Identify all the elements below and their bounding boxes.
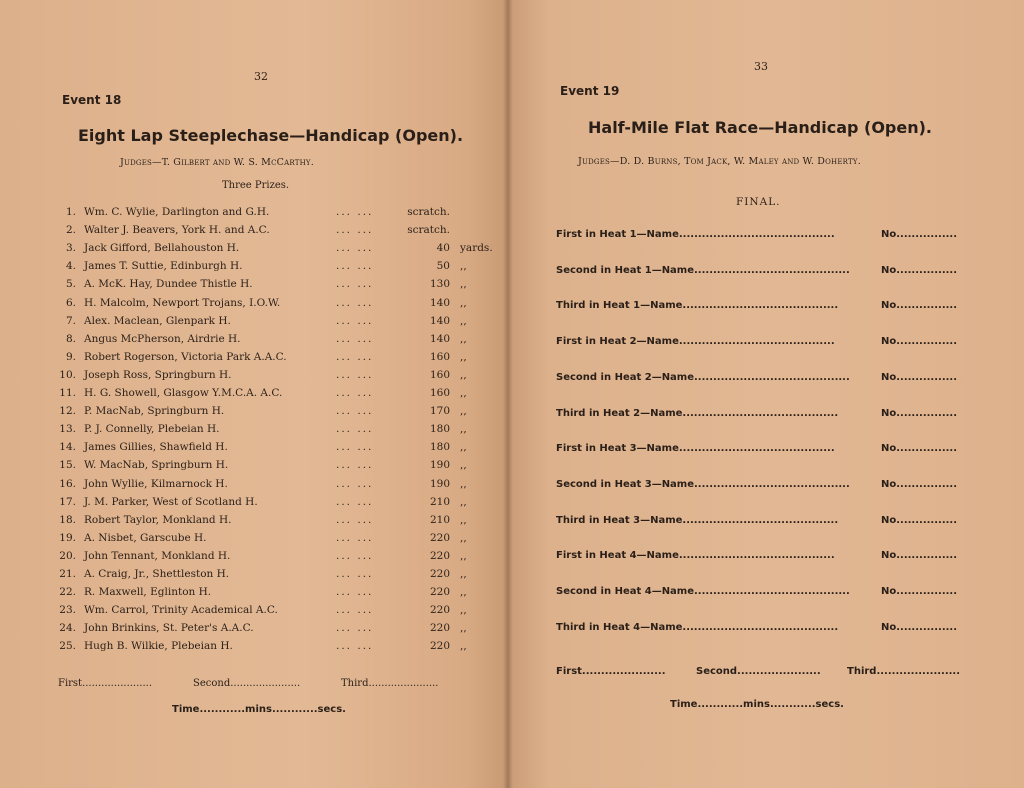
leader-dots: ... ... [336, 568, 374, 580]
heat-name-line: Third in Heat 1—Name......................................... [556, 300, 839, 312]
heat-name-line: Second in Heat 3—Name......................................... [556, 478, 850, 490]
entry-row [56, 333, 466, 351]
entry-handicap: 220 [429, 640, 450, 653]
entry-unit: ,, [460, 332, 467, 345]
entry-name: John Tennant, Monkland H. [84, 549, 231, 562]
entry-name: Wm. Carrol, Trinity Academical A.C. [84, 604, 278, 617]
heat-number-line: No................ [881, 407, 958, 419]
entry-name: Robert Rogerson, Victoria Park A.A.C. [84, 350, 287, 363]
entry-handicap: 220 [429, 549, 450, 562]
heat-name-line: Second in Heat 1—Name......................................... [556, 264, 850, 276]
entry-name: A. McK. Hay, Dundee Thistle H. [84, 278, 253, 291]
entry-name: John Brinkins, St. Peter's A.A.C. [84, 622, 254, 635]
leader-dots: ... ... [336, 604, 374, 617]
right-third-line: Third...................... [847, 666, 961, 677]
leader-dots: ... ... [336, 531, 374, 544]
entry-name: Joseph Ross, Springburn H. [84, 368, 232, 381]
right-first-line: First...................... [556, 666, 666, 677]
entry-number: 7. [65, 314, 76, 327]
heat-name-line: Second in Heat 2—Name......................................... [556, 371, 850, 383]
left-time-line: Time............mins............secs. [172, 704, 346, 715]
entry-name: P. J. Connelly, Plebeian H. [84, 423, 220, 436]
heat-row [556, 515, 966, 533]
heat-row [556, 443, 966, 461]
entry-unit: ,, [460, 513, 467, 526]
heat-number-line: No................ [881, 586, 958, 597]
entry-row [56, 278, 466, 296]
entry-unit: ,, [460, 314, 467, 327]
entry-handicap: 180 [429, 441, 450, 454]
right-time-line: Time............mins............secs. [670, 699, 844, 710]
leader-dots: ... ... [336, 441, 374, 454]
entry-unit: ,, [460, 622, 467, 635]
entry-unit: ,, [460, 423, 467, 436]
entry-row [56, 405, 466, 423]
entry-number: 14. [59, 441, 76, 454]
entry-unit: ,, [460, 296, 467, 309]
entry-unit: ,, [460, 459, 467, 472]
entry-number: 18. [59, 513, 76, 526]
entry-number: 15. [59, 459, 76, 472]
right-judges: Judges—D. D. Burns, Tom Jack, W. Maley and W. Doherty. [578, 156, 861, 167]
entry-name: John Wyllie, Kilmarnock H. [84, 477, 228, 490]
entry-name: A. Craig, Jr., Shettleston H. [84, 568, 230, 580]
heat-number-line: No................ [881, 371, 958, 383]
entry-handicap: 190 [429, 477, 450, 490]
left-third-line: Third...................... [341, 678, 439, 689]
heat-row [556, 550, 966, 568]
entry-unit: ,, [460, 405, 467, 418]
heat-number-line: No................ [881, 514, 958, 526]
entry-row [56, 568, 466, 586]
entry-name: James T. Suttie, Edinburgh H. [84, 260, 243, 273]
leader-dots: ... ... [336, 350, 374, 363]
entry-number: 24. [59, 622, 76, 635]
entry-number: 17. [59, 495, 76, 508]
leader-dots: ... ... [336, 387, 374, 399]
entry-row [56, 622, 466, 640]
entry-number: 21. [59, 568, 76, 580]
entry-unit: ,, [460, 531, 467, 544]
entry-name: H. Malcolm, Newport Trojans, I.O.W. [84, 296, 281, 309]
heat-number-line: No................ [881, 550, 958, 562]
entry-number: 5. [65, 278, 76, 291]
heat-row [556, 622, 966, 640]
entry-row [56, 315, 466, 333]
entry-handicap: 220 [429, 586, 450, 599]
entry-row [56, 514, 466, 532]
entry-unit: ,, [460, 278, 467, 291]
heat-row [556, 586, 966, 604]
entry-row [56, 369, 466, 387]
heat-name-line: First in Heat 3—Name......................................... [556, 443, 835, 455]
entry-number: 20. [59, 549, 76, 562]
entry-name: P. MacNab, Springburn H. [84, 405, 225, 418]
entry-handicap: 210 [429, 513, 450, 526]
entry-row [56, 260, 466, 278]
leader-dots: ... ... [336, 242, 374, 255]
entry-handicap: 220 [429, 568, 450, 580]
entry-unit: ,, [460, 586, 467, 599]
entry-row [56, 586, 466, 604]
entry-name: Angus McPherson, Airdrie H. [84, 332, 241, 345]
entry-unit: ,, [460, 549, 467, 562]
entry-name: J. M. Parker, West of Scotland H. [84, 495, 258, 508]
left-judges: Judges—T. Gilbert and W. S. McCarthy. [120, 157, 314, 168]
heat-name-line: Third in Heat 2—Name......................................... [556, 407, 839, 419]
entry-handicap: 210 [429, 495, 450, 508]
right-event-label: Event 19 [560, 84, 620, 98]
entry-number: 13. [59, 423, 76, 436]
entry-name: R. Maxwell, Eglinton H. [84, 586, 212, 599]
right-page-number: 33 [754, 60, 768, 73]
entry-handicap: 220 [429, 622, 450, 635]
entry-handicap: scratch. [407, 224, 450, 237]
leader-dots: ... ... [336, 549, 374, 562]
left-event-title: Eight Lap Steeplechase—Handicap (Open). [78, 126, 464, 145]
leader-dots: ... ... [336, 332, 374, 345]
entry-handicap: 40 [436, 242, 450, 255]
leader-dots: ... ... [336, 260, 374, 273]
entry-handicap: 160 [429, 350, 450, 363]
entry-name: Jack Gifford, Bellahouston H. [84, 242, 240, 255]
heat-row [556, 229, 966, 247]
entry-row [56, 351, 466, 369]
leader-dots: ... ... [336, 278, 374, 291]
entry-name: H. G. Showell, Glasgow Y.M.C.A. A.C. [84, 387, 283, 399]
entry-handicap: 140 [429, 296, 450, 309]
entry-number: 22. [59, 586, 76, 599]
heat-name-line: Second in Heat 4—Name......................................... [556, 586, 850, 597]
entry-handicap: 140 [429, 314, 450, 327]
leader-dots: ... ... [336, 622, 374, 635]
heat-row [556, 265, 966, 283]
final-heading: FINAL. [736, 196, 781, 208]
entry-unit: ,, [460, 604, 467, 617]
entry-unit: ,, [460, 640, 467, 653]
entry-row [56, 496, 466, 514]
prizes-note: Three Prizes. [222, 180, 290, 191]
leader-dots: ... ... [336, 296, 374, 309]
entry-name: Walter J. Beavers, York H. and A.C. [84, 224, 270, 237]
heat-name-line: Third in Heat 4—Name......................................... [556, 621, 839, 633]
entry-number: 10. [59, 368, 76, 381]
entry-number: 23. [59, 604, 76, 617]
leader-dots: ... ... [336, 495, 374, 508]
leader-dots: ... ... [336, 405, 374, 418]
entry-unit: ,, [460, 260, 467, 273]
entry-row [56, 640, 466, 658]
entry-row [56, 224, 466, 242]
leader-dots: ... ... [336, 513, 374, 526]
heat-row [556, 336, 966, 354]
entry-name: Wm. C. Wylie, Darlington and G.H. [84, 206, 270, 218]
entry-unit: ,, [460, 568, 467, 580]
entry-row [56, 550, 466, 568]
entry-unit: yards. [460, 242, 493, 255]
entry-number: 19. [59, 531, 76, 544]
entry-handicap: 170 [429, 405, 450, 418]
entry-number: 12. [59, 405, 76, 418]
entry-unit: ,, [460, 350, 467, 363]
entry-unit: ,, [460, 441, 467, 454]
leader-dots: ... ... [336, 224, 374, 237]
leader-dots: ... ... [336, 206, 374, 218]
heat-number-line: No................ [881, 478, 958, 490]
entry-number: 3. [65, 242, 76, 255]
entry-row [56, 423, 466, 441]
entry-handicap: 160 [429, 387, 450, 399]
leader-dots: ... ... [336, 423, 374, 436]
left-page-number: 32 [254, 70, 268, 83]
leader-dots: ... ... [336, 477, 374, 490]
left-second-line: Second...................... [193, 678, 301, 689]
entry-unit: ,, [460, 387, 467, 399]
heat-number-line: No................ [881, 443, 958, 455]
entry-unit: ,, [460, 495, 467, 508]
entry-number: 1. [65, 206, 76, 218]
entry-number: 9. [65, 350, 76, 363]
entry-handicap: 160 [429, 368, 450, 381]
leader-dots: ... ... [336, 314, 374, 327]
heat-name-line: First in Heat 1—Name......................................... [556, 229, 835, 240]
entry-number: 8. [65, 332, 76, 345]
entry-handicap: 190 [429, 459, 450, 472]
heat-number-line: No................ [881, 229, 958, 240]
entry-name: A. Nisbet, Garscube H. [84, 531, 207, 544]
entry-row [56, 459, 466, 477]
heat-row [556, 372, 966, 390]
entry-number: 11. [59, 387, 76, 399]
entry-row [56, 478, 466, 496]
leader-dots: ... ... [336, 459, 374, 472]
entry-number: 2. [65, 224, 76, 237]
book-gutter [503, 0, 513, 788]
right-second-line: Second...................... [696, 666, 821, 677]
entry-row [56, 297, 466, 315]
entry-name: James Gillies, Shawfield H. [84, 441, 228, 454]
entry-handicap: 220 [429, 531, 450, 544]
entry-row [56, 242, 493, 260]
heat-number-line: No................ [881, 264, 958, 276]
entry-number: 6. [65, 296, 76, 309]
entry-name: Robert Taylor, Monkland H. [84, 513, 232, 526]
heat-row [556, 408, 966, 426]
entry-number: 25. [59, 640, 76, 653]
entry-name: Hugh B. Wilkie, Plebeian H. [84, 640, 233, 653]
leader-dots: ... ... [336, 586, 374, 599]
entry-number: 16. [59, 477, 76, 490]
entry-handicap: 50 [436, 260, 450, 273]
leader-dots: ... ... [336, 640, 374, 653]
entry-row [56, 532, 466, 550]
heat-number-line: No................ [881, 300, 958, 312]
entry-row [56, 387, 466, 405]
entry-handicap: scratch. [407, 206, 450, 218]
right-event-title: Half-Mile Flat Race—Handicap (Open). [588, 118, 933, 137]
entry-handicap: 220 [429, 604, 450, 617]
entry-row [56, 206, 466, 224]
heat-name-line: First in Heat 4—Name......................................... [556, 550, 835, 562]
heat-name-line: First in Heat 2—Name......................................... [556, 336, 835, 348]
entry-number: 4. [65, 260, 76, 273]
entry-unit: ,, [460, 477, 467, 490]
entry-handicap: 180 [429, 423, 450, 436]
entry-name: Alex. Maclean, Glenpark H. [84, 314, 231, 327]
left-first-line: First...................... [58, 678, 152, 689]
heat-number-line: No................ [881, 336, 958, 348]
leader-dots: ... ... [336, 368, 374, 381]
entry-handicap: 130 [429, 278, 450, 291]
left-event-label: Event 18 [62, 93, 122, 107]
heat-row [556, 479, 966, 497]
entry-unit: ,, [460, 368, 467, 381]
entry-row [56, 441, 466, 459]
entry-name: W. MacNab, Springburn H. [84, 459, 229, 472]
heat-name-line: Third in Heat 3—Name......................................... [556, 514, 839, 526]
entry-row [56, 604, 466, 622]
heat-number-line: No................ [881, 621, 958, 633]
heat-row [556, 300, 966, 318]
entry-handicap: 140 [429, 332, 450, 345]
